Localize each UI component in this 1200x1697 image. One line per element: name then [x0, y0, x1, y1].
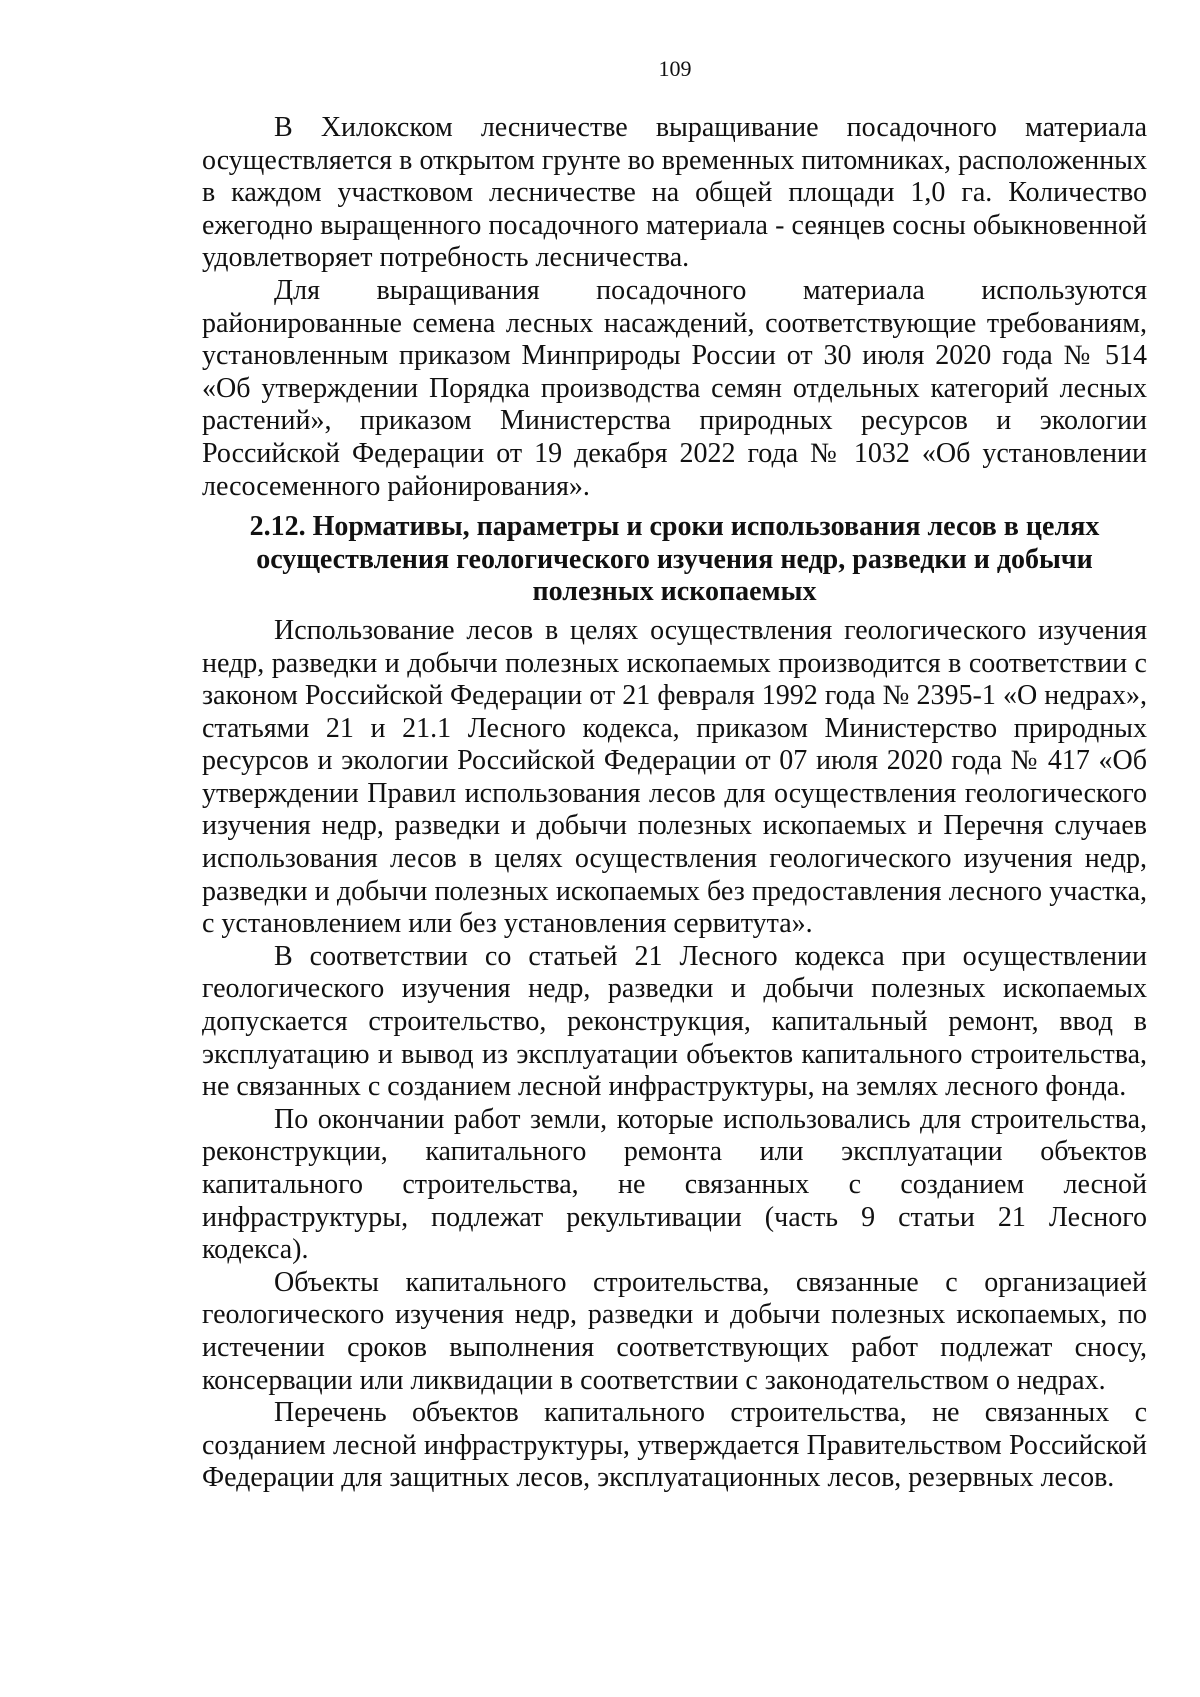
document-body	[202, 112, 1147, 1495]
paragraph-list-approval: Перечень объектов капитального строительства, не связанных с созданием лесной инфраструктуры, утверждается Правительством Российской Федерации для защитных лесов, эксплуатационных лесов, резервных лесов.	[202, 1397, 1147, 1494]
paragraph-recultivation: По окончании работ земли, которые использовались для строительства, реконструкции, капитального ремонта или эксплуатации объектов капитального строительства, не связанных с созданием лесной инфраструктуры, подлежат рекультивации (часть 9 статьи 21 Лесного кодекса).	[202, 1103, 1147, 1266]
paragraph-demolition: Объекты капитального строительства, связанные с организацией геологического изучения недр, разведки и добычи полезных ископаемых, по истечении сроков выполнения соответствующих работ подлежат сносу, консервации или ликвидации в соответствии с законодательством о недрах.	[202, 1266, 1147, 1396]
paragraph-construction: В соответствии со статьей 21 Лесного кодекса при осуществлении геологического изучения недр, разведки и добычи полезных ископаемых допускается строительство, реконструкция, капитальный ремонт, ввод в эксплуатацию и вывод из эксплуатации объектов капитального строительства, не связанных с созданием лесной инфраструктуры, на землях лесного фонда.	[202, 940, 1147, 1103]
paragraph-nursery: В Хилокском лесничестве выращивание посадочного материала осуществляется в открытом грунте во временных питомниках, расположенных в каждом участковом лесничестве на общей площади 1,0 га. Количество ежегодно выращенного посадочного материала - сеянцев сосны обыкновенной удовлетворяет потребность лесничества.	[202, 112, 1147, 274]
paragraph-legal-basis: Использование лесов в целях осуществления геологического изучения недр, разведки и добычи полезных ископаемых производится в соответствии с законом Российской Федерации от 21 февраля 1992 года № 2395-1 «О недрах», статьями 21 и 21.1 Лесного кодекса, приказом Министерство природных ресурсов и экологии Российской Федерации от 07 июля 2020 года № 417 «Об утверждении Правил использования лесов для осуществления геологического изучения недр, разведки и добычи полезных ископаемых и Перечня случаев использования лесов в целях осуществления геологического изучения недр, разведки и добычи полезных ископаемых без предоставления лесного участка, с установлением или без установления сервитута».	[202, 614, 1147, 940]
page-number: 109	[658, 56, 692, 81]
section-heading-line: 2.12. Нормативы, параметры и сроки использования лесов в целях	[249, 511, 1100, 543]
paragraph-seeds: Для выращивания посадочного материала используются районированные семена лесных насаждений, соответствующие требованиям, установленным приказом Минприроды России от 30 июля 2020 года № 514 «Об утверждении Порядка производства семян отдельных категорий лесных растений», приказом Министерства природных ресурсов и экологии Российской Федерации от 19 декабря 2022 года № 1032 «Об установлении лесосеменного районирования».	[202, 274, 1147, 502]
section-heading-line: осуществления геологического изучения недр, разведки и добычи	[256, 543, 1093, 575]
section-heading-line: полезных ископаемых	[532, 576, 817, 608]
section-heading	[202, 511, 1147, 609]
